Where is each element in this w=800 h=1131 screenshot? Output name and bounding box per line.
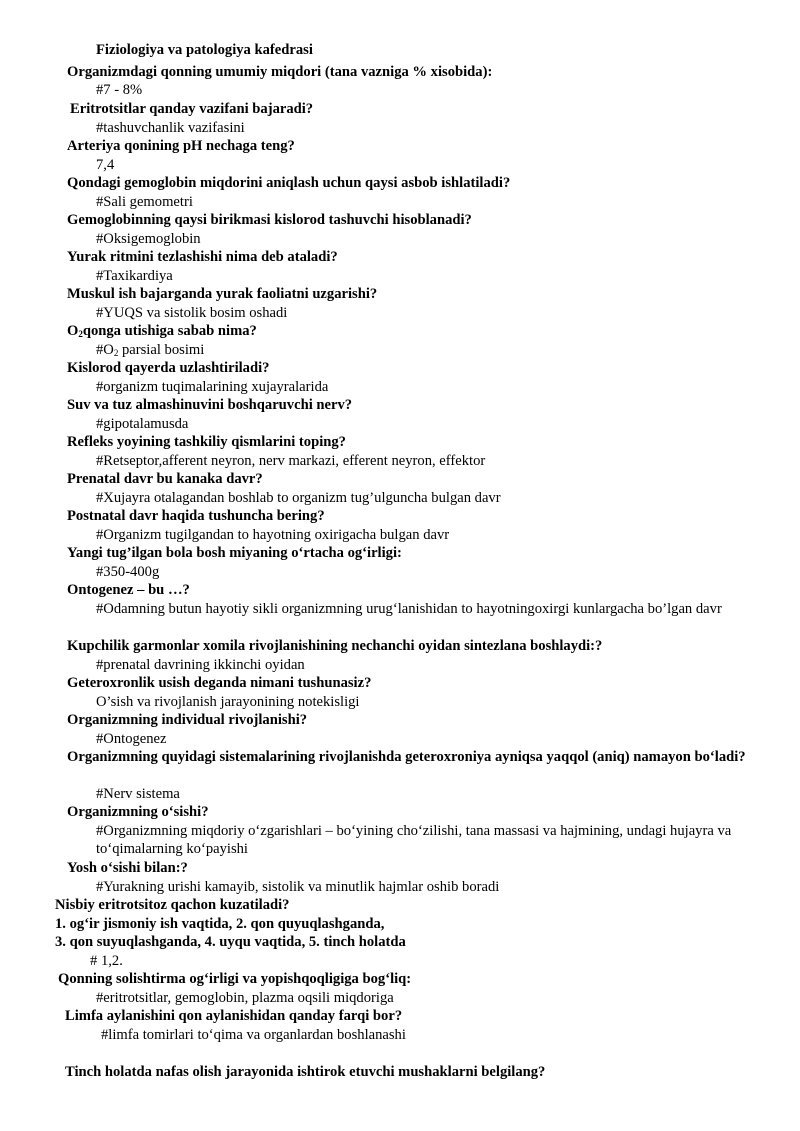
question-19: Organizmning quyidagi sistemalarining rivojlanishda geteroxroniya ayniqsa yaqqol (aniq) namayon bo‘ladi? [67, 749, 746, 765]
department-heading: Fiziologiya va patologiya kafedrasi [96, 42, 313, 58]
question-25: Tinch holatda nafas olish jarayonida ishtirok etuvchi mushaklarni belgilang? [65, 1064, 546, 1080]
question-13: Postnatal davr haqida tushuncha bering? [67, 508, 325, 524]
answer-20: #Organizmning miqdoriy o‘zgarishlari – bo‘yining cho‘zilishi, tana massasi va hajmining, undagi hujayra va to‘qimalarning ko‘payishi [96, 823, 732, 857]
question-21: Yosh o‘sishi bilan:? [67, 860, 188, 876]
question-14: Yangi tug’ilgan bola bosh miyaning o‘rtacha og‘irligi: [67, 545, 402, 561]
answer-3: 7,4 [96, 157, 115, 173]
answer-2: #tashuvchanlik vazifasini [96, 120, 245, 136]
question-1: Organizmdagi qonning umumiy miqdori (tana vazniga % xisobida): [67, 64, 493, 80]
question-10: Suv va tuz almashinuvini boshqaruvchi nerv? [67, 397, 353, 413]
answer-9: #organizm tuqimalarining xujayralarida [96, 379, 329, 395]
question-8: $O_2qonga$ utishiga sabab nima? [67, 323, 257, 339]
answer-4: #Sali gemometri [96, 194, 193, 210]
question-5: Gemoglobinning qaysi birikmasi kislorod tashuvchi hisoblanadi? [67, 212, 472, 228]
answer-21: #Yurakning urishi kamayib, sistolik va minutlik hajmlar oshib boradi [96, 879, 500, 895]
question-17: Geteroxronlik usish deganda nimani tushunasiz? [67, 675, 372, 691]
question-22: Nisbiy eritrotsitoz qachon kuzatiladi? [55, 897, 290, 913]
question-16: Kupchilik garmonlar xomila rivojlanishining nechanchi oyidan sintezlana boshlaydi:? [67, 638, 603, 654]
answer-5: #Oksigemoglobin [96, 231, 201, 247]
answer-13: #Organizm tugilgandan to hayotning oxirigacha bulgan davr [96, 527, 450, 543]
answer-12: #Xujayra otalagandan boshlab to organizm tug’ulguncha bulgan davr [96, 490, 501, 506]
answer-23: #eritrotsitlar, gemoglobin, plazma oqsili miqdoriga [96, 990, 394, 1006]
question-11: Refleks yoyining tashkiliy qismlarini toping? [67, 434, 346, 450]
question-9: Kislorod qayerda uzlashtiriladi? [67, 360, 270, 376]
question-12: Prenatal davr bu kanaka davr? [67, 471, 263, 487]
answer-6: #Taxikardiya [96, 268, 173, 284]
answer-19: #Nerv sistema [96, 786, 180, 802]
answer-1: #7 - 8% [96, 82, 143, 98]
answer-14: #350-400g [96, 564, 160, 580]
question-18: Organizmning individual rivojlanishi? [67, 712, 308, 728]
answer-17: O’sish va rivojlanish jarayonining notekisligi [96, 694, 360, 710]
answer-11: #Retseptor,afferent neyron, nerv markazi, efferent neyron, effektor [96, 453, 486, 469]
question-4: Qondagi gemoglobin miqdorini aniqlash uchun qaysi asbob ishlatiladi? [67, 175, 511, 191]
question-15: Ontogenez – bu …? [67, 582, 190, 598]
question-3: Arteriya qonining pH nechaga teng? [67, 138, 295, 154]
answer-22: # 1,2. [90, 953, 123, 969]
question-24: Limfa aylanishini qon aylanishidan qanday farqi bor? [65, 1008, 403, 1024]
answer-10: #gipotalamusda [96, 416, 189, 432]
answer-24: #limfa tomirlari to‘qima va organlardan boshlanashi [101, 1027, 406, 1043]
answer-7: #YUQS va sistolik bosim oshadi [96, 305, 288, 321]
question-20: Organizmning o‘sishi? [67, 804, 209, 820]
question-6: Yurak ritmini tezlashishi nima deb ataladi? [67, 249, 338, 265]
question-2: Eritrotsitlar qanday vazifani bajaradi? [70, 101, 314, 117]
question-22-options-line-1: 1. og‘ir jismoniy ish vaqtida, 2. qon quyuqlashganda, [55, 916, 385, 932]
question-23: Qonning solishtirma og‘irligi va yopishqoqligiga bog‘liq: [58, 971, 412, 987]
answer-16: #prenatal davrining ikkinchi oyidan [96, 657, 305, 673]
answer-18: #Ontogenez [96, 731, 167, 747]
answer-15: #Odamning butun hayotiy sikli organizmning urug‘lanishidan to hayotningoxirgi kunlargacha bo’lgan davr [96, 601, 722, 617]
question-7: Muskul ish bajarganda yurak faoliatni uzgarishi? [67, 286, 378, 302]
question-22-options-line-2: 3. qon suyuqlashganda, 4. uyqu vaqtida, 5. tinch holatda [55, 934, 406, 950]
answer-8: $\#O_2$ parsial bosimi [96, 342, 205, 358]
